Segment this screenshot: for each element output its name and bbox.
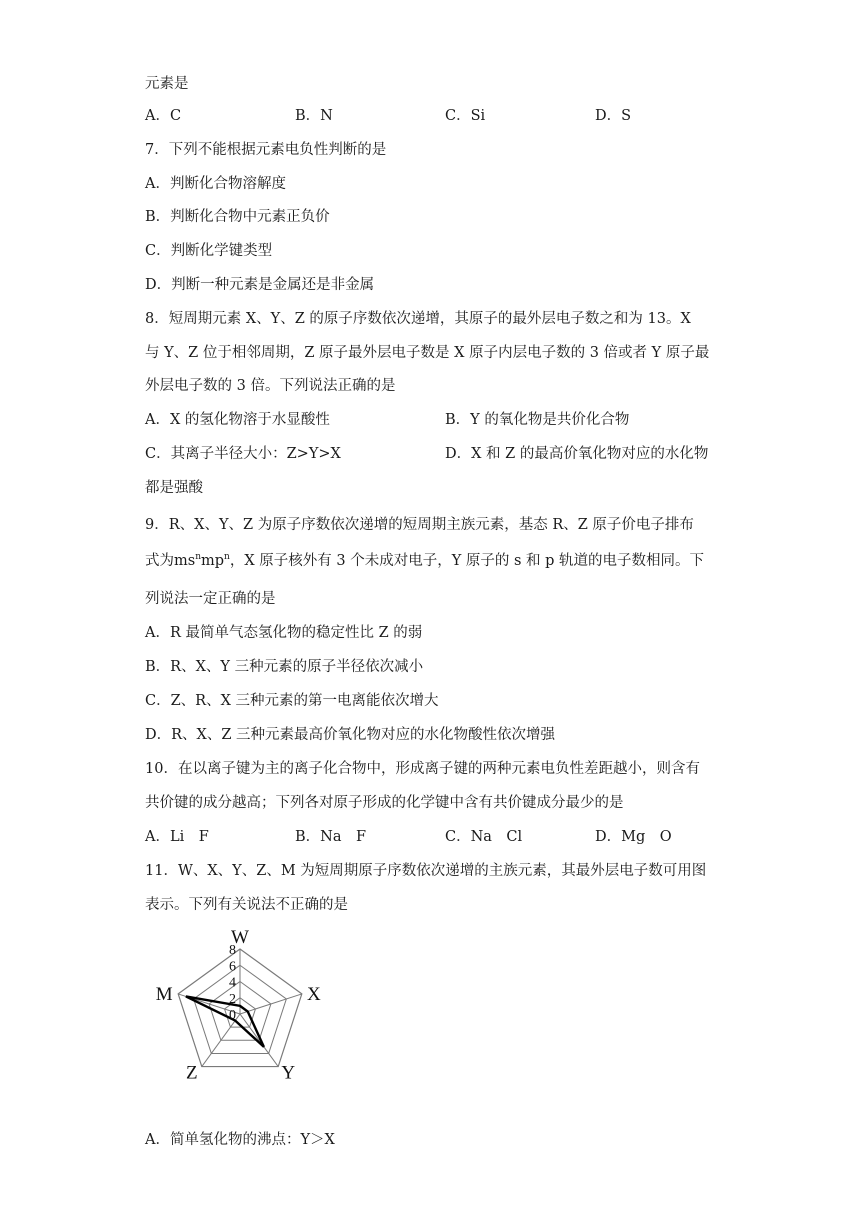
q8-option-d-cont: 都是强酸: [145, 480, 203, 496]
q9-formula-post: ，X 原子核外有 3 个未成对电子，Y 原子的 s 和 p 轨道的电子数相同。下: [229, 553, 705, 569]
q9-formula-mid: mp: [201, 553, 225, 569]
q10-option-d: D．Mg O: [595, 829, 672, 845]
q9-formula-sup2: n: [224, 552, 230, 563]
q9-option-b: B．R、X、Y 三种元素的原子半径依次减小: [145, 659, 424, 675]
q10-option-a: A．Li F: [145, 829, 209, 845]
q7-option-c: C．判断化学键类型: [145, 243, 273, 259]
text-line: 元素是: [145, 76, 189, 92]
q9-formula-pre: 式为ms: [145, 553, 196, 569]
q8-option-a: A．X 的氢化物溶于水显酸性: [145, 412, 330, 428]
radar-tick-label: 6: [229, 959, 236, 975]
q7-option-b: B．判断化合物中元素正负价: [145, 209, 330, 225]
q8-option-c: C．其离子半径大小：Z>Y>X: [145, 446, 341, 462]
q11-option-a: A．简单氢化物的沸点：Y＞X: [145, 1132, 335, 1148]
q8-stem-line1: 8．短周期元素 X、Y、Z 的原子序数依次递增，其原子的最外层电子数之和为 13。X: [145, 311, 691, 327]
radar-data-series: [186, 996, 264, 1046]
q9-option-c: C．Z、R、X 三种元素的第一电离能依次增大: [145, 693, 439, 709]
q9-stem-line2: [145, 551, 704, 571]
q10-option-c: C．Na Cl: [445, 829, 523, 845]
q8-option-b: B．Y 的氧化物是共价化合物: [445, 412, 630, 428]
q10-option-b: B．Na F: [295, 829, 367, 845]
radar-axis-label: Z: [185, 1062, 198, 1084]
radar-chart: [140, 928, 350, 1114]
radar-axis-label: X: [306, 983, 321, 1005]
radar-tick-label: 8: [229, 943, 236, 958]
q6-option-d: D．S: [595, 108, 632, 124]
q7-option-a: A．判断化合物溶解度: [145, 176, 286, 192]
radar-tick-label: 0: [229, 1008, 236, 1023]
q10-stem-line1: 10．在以离子键为主的离子化合物中，形成离子键的两种元素电负性差距越小，则含有: [145, 761, 700, 777]
q9-option-a: A．R 最简单气态氢化物的稳定性比 Z 的弱: [145, 625, 423, 641]
q9-stem-line1: 9．R、X、Y、Z 为原子序数依次递增的短周期主族元素，基态 R、Z 原子价电子排布: [145, 517, 694, 533]
q11-stem-line1: 11．W、X、Y、Z、M 为短周期原子序数依次递增的主族元素，其最外层电子数可用图: [145, 863, 707, 879]
q10-stem-line2: 共价键的成分越高；下列各对原子形成的化学键中含有共价键成分最少的是: [145, 795, 624, 811]
q11-stem-line2: 表示。下列有关说法不正确的是: [145, 897, 348, 913]
q9-option-d: D．R、X、Z 三种元素最高价氧化物对应的水化物酸性依次增强: [145, 727, 556, 743]
q8-option-d: D．X 和 Z 的最高价氧化物对应的水化物: [445, 446, 709, 462]
q6-option-b: B．N: [295, 108, 333, 124]
q9-stem-line3: 列说法一定正确的是: [145, 591, 276, 607]
q9-formula-sup1: n: [195, 552, 201, 563]
q6-option-a: A．C: [145, 108, 182, 124]
q8-stem-line2: 与 Y、Z 位于相邻周期，Z 原子最外层电子数是 X 原子内层电子数的 3 倍或者 Y 原子最: [145, 345, 710, 361]
radar-axis-label: M: [155, 983, 173, 1005]
q8-stem-line3: 外层电子数的 3 倍。下列说法正确的是: [145, 378, 396, 394]
radar-axis-label: W: [231, 928, 249, 948]
q7-option-d: D．判断一种元素是金属还是非金属: [145, 277, 375, 293]
q6-option-c: C．Si: [445, 108, 486, 124]
radar-axis-label: Y: [281, 1062, 296, 1084]
radar-tick-label: 4: [229, 975, 236, 991]
q7-stem: 7．下列不能根据元素电负性判断的是: [145, 142, 387, 158]
radar-tick-label: 2: [229, 991, 236, 1007]
